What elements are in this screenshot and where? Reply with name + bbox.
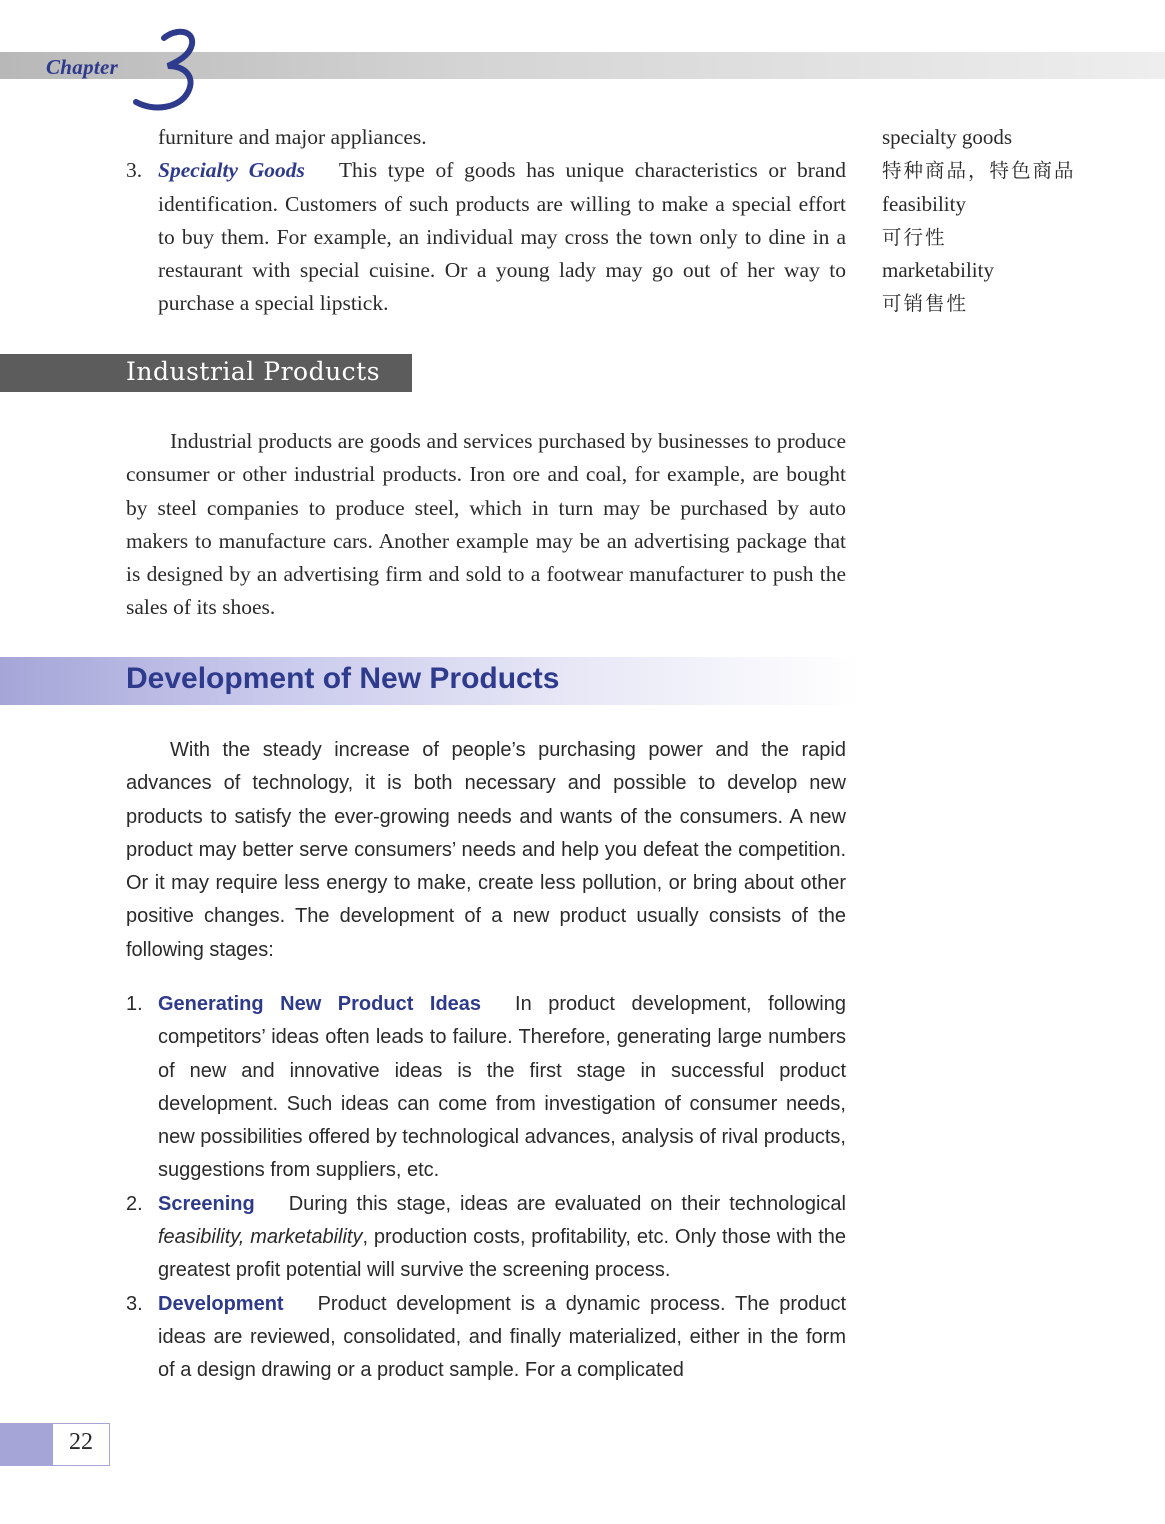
development-heading: Development of New Products [126,662,560,695]
item-text: During this stage, ideas are evaluated on their technological [288,1192,846,1215]
glossary-term: marketability [882,258,994,283]
item-text: In product development, following competitors’ ideas often leads to failure. Therefore, generating large numbers of new and innovative ideas is the first stage in successful product development. Such ideas can come from investigation of consumer needs, new possibilities offered by technological advances, analysis of rival products, suggestions from suppliers, etc. [158,993,846,1182]
list-number: 1. [126,993,143,1015]
list-item-specialty-goods [126,154,846,320]
item-text-continued: , production costs, profitability, etc. Only those with the greatest profit potential will survive the screening process. [158,1226,847,1282]
list-item-development [126,1288,846,1388]
margin-glossary [882,121,1082,321]
glossary-term: specialty goods [882,125,1013,149]
term-screening: Screening [158,1192,255,1215]
list-item-generating-ideas [126,988,846,1188]
item-text: Product development is a dynamic process. The product ideas are reviewed, consolidated, and finally materialized, either in the form of a design drawing or a product sample. For a complicated [158,1292,846,1382]
page-number-box [52,1423,110,1466]
industrial-paragraph: Industrial products are goods and services purchased by businesses to produce consumer or other industrial products. Iron ore and coal, for example, are bought by steel companies to produce steel, which in turn may be purchased by auto makers to manufacture cars. Another example may be an advertising package that is designed by an advertising firm and sold to a footwear manufacturer to push the sales of its shoes. [126,429,846,620]
industrial-products-heading: Industrial Products [126,357,381,386]
term-generating-ideas: Generating New Product Ideas [158,993,482,1015]
term-development: Development [158,1292,284,1315]
term-specialty-goods: Specialty Goods [158,158,305,183]
development-stages-list [126,988,846,1388]
list-number: 2. [126,1192,143,1215]
item-text: This type of goods has unique characteristics or brand identification. Customers of such products are willing to make a special effort to buy them. For example, an individual may cross the town only to dine in a restaurant with special cuisine. Or a young lady may go out of her way to purchase a special lipstick. [158,158,846,316]
list-number: 3. [126,1292,143,1315]
industrial-products-heading-bar [0,354,412,392]
page-number: 22 [69,1429,93,1455]
list-item-screening [126,1188,846,1288]
glossary-translation: 可销售性 [882,292,969,316]
glossary-translation: 特种商品，特色商品 [882,159,1076,183]
continuation-line: furniture and major appliances. [158,125,427,149]
development-heading-bar [0,657,860,705]
development-paragraph: With the steady increase of people’s purchasing power and the rapid advances of technology, it is both necessary and possible to develop new products to satisfy the ever-growing needs and wants of the consumers. A new product may better serve consumers’ needs and help you defeat the competition. Or it may require less energy to make, create less pollution, or bring about other positive changes. The development of a new product usually consists of the following stages: [126,739,846,961]
chapter-label: Chapter [46,55,119,79]
glossary-term: feasibility [882,191,966,216]
chapter-number-3 [124,26,204,116]
list-number: 3. [126,158,143,183]
glossary-translation: 可行性 [882,225,947,249]
page-number-tab [0,1423,52,1466]
specialty-goods-block [126,121,846,321]
italic-terms: feasibility, marketability [158,1226,363,1249]
